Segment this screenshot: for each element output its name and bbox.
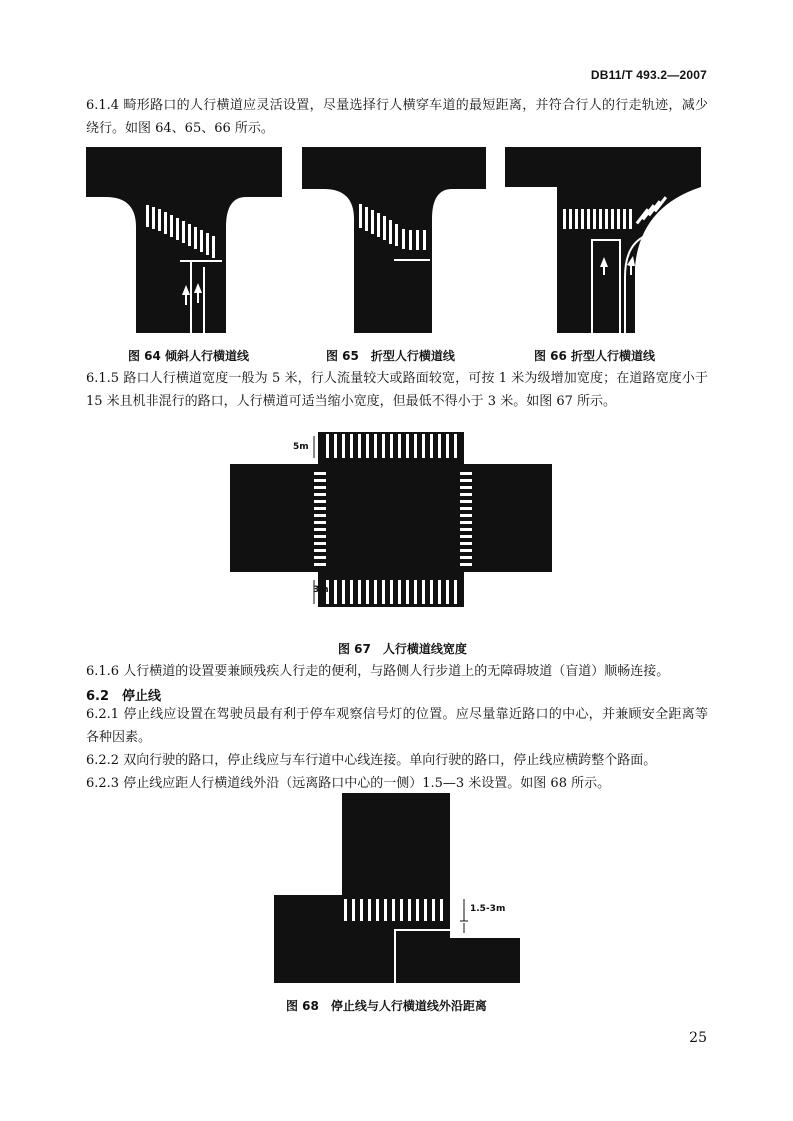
figure-68-diagram bbox=[274, 793, 520, 983]
figure-68-caption: 图 68 停止线与人行横道线外沿距离 bbox=[286, 999, 487, 1013]
label-3m: 3m bbox=[313, 585, 329, 595]
figure-67-caption: 图 67 人行横道线宽度 bbox=[338, 642, 467, 656]
paragraph-6-2-2: 6.2.2 双向行驶的路口，停止线应与车行道中心线连接。单向行驶的路口，停止线应横跨整个路面。 bbox=[86, 753, 657, 768]
figure-64-diagram bbox=[86, 147, 282, 333]
paragraph-6-2-3: 6.2.3 停止线应距人行横道线外沿（远离路口中心的一侧）1.5—3 米设置。如图 68 所示。 bbox=[86, 776, 611, 791]
paragraph-6-1-5: 6.1.5 路口人行横道宽度一般为 5 米，行人流量较大或路面较宽，可按 1 米为级增加宽度；在道路宽度小于 15 米且机非混行的路口，人行横道可适当缩小宽度，但最低不得小于 3 米。如图 67 所示。 bbox=[86, 371, 708, 409]
paragraph-6-2-1: 6.2.1 停止线应设置在驾驶员最有利于停车观察信号灯的位置。应尽量靠近路口的中心，并兼顾安全距离等各种因素。 bbox=[86, 707, 708, 745]
figure-66-caption: 图 66 折型人行横道线 bbox=[534, 349, 656, 363]
page-number: 25 bbox=[689, 1030, 707, 1046]
figure-66-diagram bbox=[505, 147, 701, 333]
figure-64-caption: 图 64 倾斜人行横道线 bbox=[128, 349, 250, 363]
paragraph-6-1-6: 6.1.6 人行横道的设置要兼顾残疾人行走的便利，与路侧人行步道上的无障碍坡道（盲道）顺畅连接。 bbox=[86, 664, 670, 679]
label-1-5-3m: 1.5-3m bbox=[470, 904, 506, 914]
figure-65-diagram bbox=[302, 147, 486, 333]
figure-65-caption: 图 65 折型人行横道线 bbox=[326, 349, 455, 363]
figure-67-diagram bbox=[230, 432, 552, 607]
section-6-2-heading: 6.2 停止线 bbox=[86, 689, 162, 704]
document-code: DB11/T 493.2—2007 bbox=[590, 68, 707, 82]
label-5m: 5m bbox=[293, 442, 309, 452]
paragraph-6-1-4: 6.1.4 畸形路口的人行横道应灵活设置，尽量选择行人横穿车道的最短距离，并符合行人的行走轨迹，减少绕行。如图 64、65、66 所示。 bbox=[86, 98, 708, 136]
